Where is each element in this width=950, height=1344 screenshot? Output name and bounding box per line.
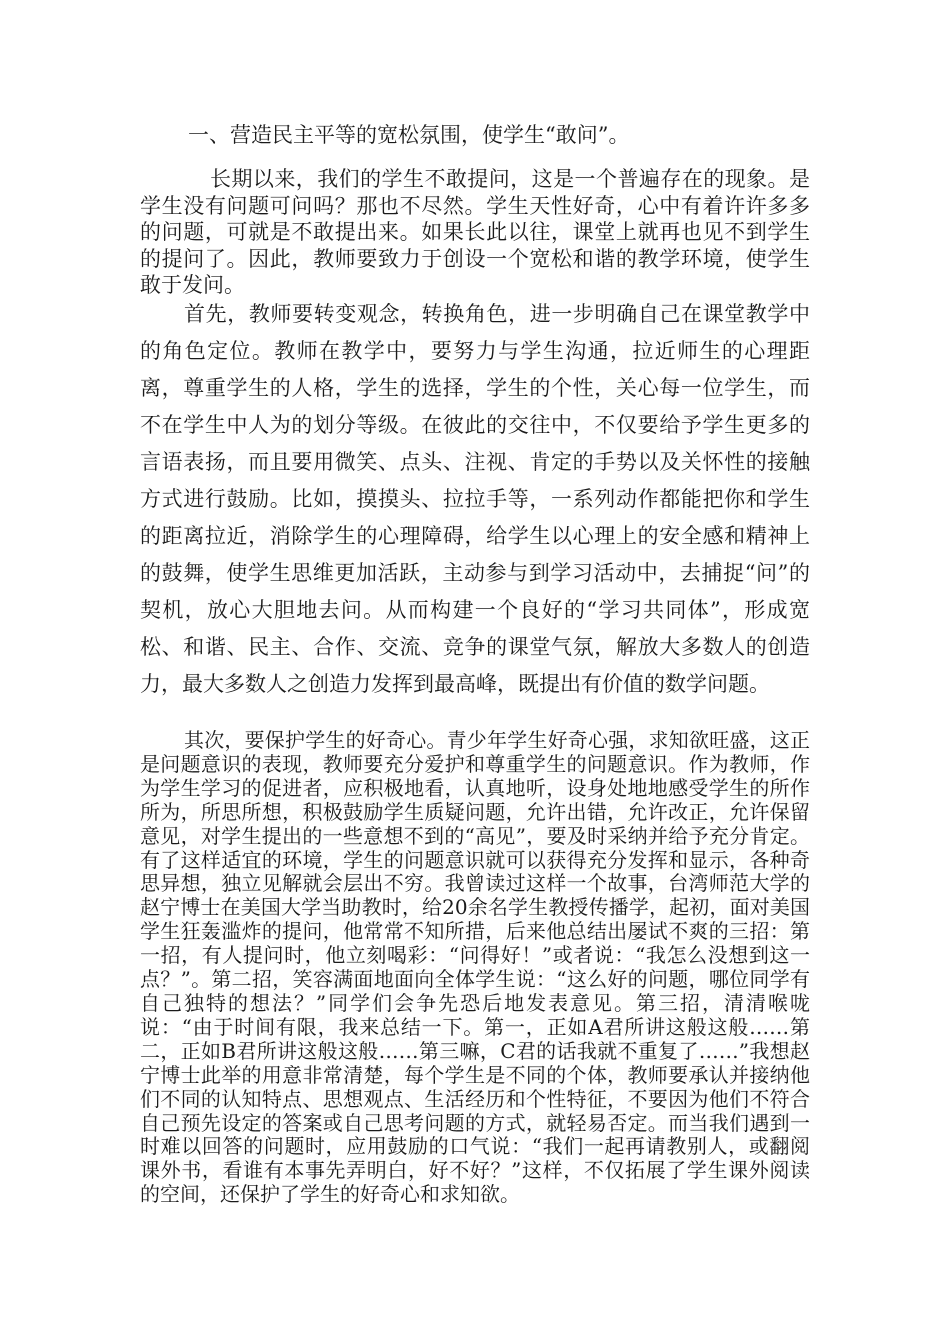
paragraph-intro: 长期以来，我们的学生不敢提问，这是一个普遍存在的现象。是学生没有问题可问吗？那也不尽然。学生天性好奇，心中有着许许多多的问题，可就是不敢提出来。如果长此以往，课堂上就再也见不到学生的提问了。因此，教师要致力于创设一个宽松和谐的教学环境，使学生敢于发问。	[140, 167, 810, 297]
paragraph-first-point: 首先，教师要转变观念，转换角色，进一步明确自己在课堂教学中的角色定位。教师在教学中，要努力与学生沟通，拉近师生的心理距离，尊重学生的人格，学生的选择，学生的个性，关心每一位学生，而不在学生中人为的划分等级。在彼此的交往中，不仅要给予学生更多的言语表扬，而且要用微笑、点头、注视、肯定的手势以及关怀性的接触方式进行鼓励。比如，摸摸头、拉拉手等，一系列动作都能把你和学生的距离拉近，消除学生的心理障碍，给学生以心理上的安全感和精神上的鼓舞，使学生思维更加活跃，主动参与到学习活动中，去捕捉“问”的契机，放心大胆地去问。从而构建一个良好的“学习共同体”，形成宽松、和谐、民主、合作、交流、竞争的课堂气氛，解放大多数人的创造力，最大多数人之创造力发挥到最高峰，既提出有价值的数学问题。	[140, 302, 810, 696]
paragraph-second-point: 其次，要保护学生的好奇心。青少年学生好奇心强，求知欲旺盛，这正是问题意识的表现，教师要充分爱护和尊重学生的问题意识。作为教师，作为学生学习的促进者，应积极地看，认真地听，设身处地地感受学生的所作所为，所思所想，积极鼓励学生质疑问题，允许出错，允许改正，允许保留意见，对学生提出的一些意想不到的“高见”，要及时采纳并给予充分肯定。有了这样适宜的环境，学生的问题意识就可以获得充分发挥和显示，各种奇思异想，独立见解就会层出不穷。我曾读过这样一个故事，台湾师范大学的赵宁博士在美国大学当助教时，给20余名学生教授传播学，起初，面对美国学生狂轰滥炸的提问，他常常不知所措，后来他总结出屡试不爽的三招：第一招，有人提问时，他立刻喝彩：“问得好！”或者说：“我怎么没想到这一点？”。第二招，笑容满面地面向全体学生说：“这么好的问题，哪位同学有自己独特的想法？”同学们会争先恐后地发表意见。第三招，清清喉咙说：“由于时间有限，我来总结一下。第一，正如A君所讲这般这般……第二，正如B君所讲这般这般……第三嘛，C君的话我就不重复了……”我想赵宁博士此举的用意非常清楚，每个学生是不同的个体，教师要承认并接纳他们不同的认知特点、思想观点、生活经历和个性特征，不要因为他们不符合自己预先设定的答案或自己思考问题的方式，就轻易否定。而当我们遇到一时难以回答的问题时，应用鼓励的口气说：“我们一起再请教别人，或翻阅课外书，看谁有本事先弄明白，好不好？”这样，不仅拓展了学生课外阅读的空间，还保护了学生的好奇心和求知欲。	[140, 728, 810, 1207]
section-heading: 一、营造民主平等的宽松氛围，使学生“敢问”。	[188, 123, 630, 147]
